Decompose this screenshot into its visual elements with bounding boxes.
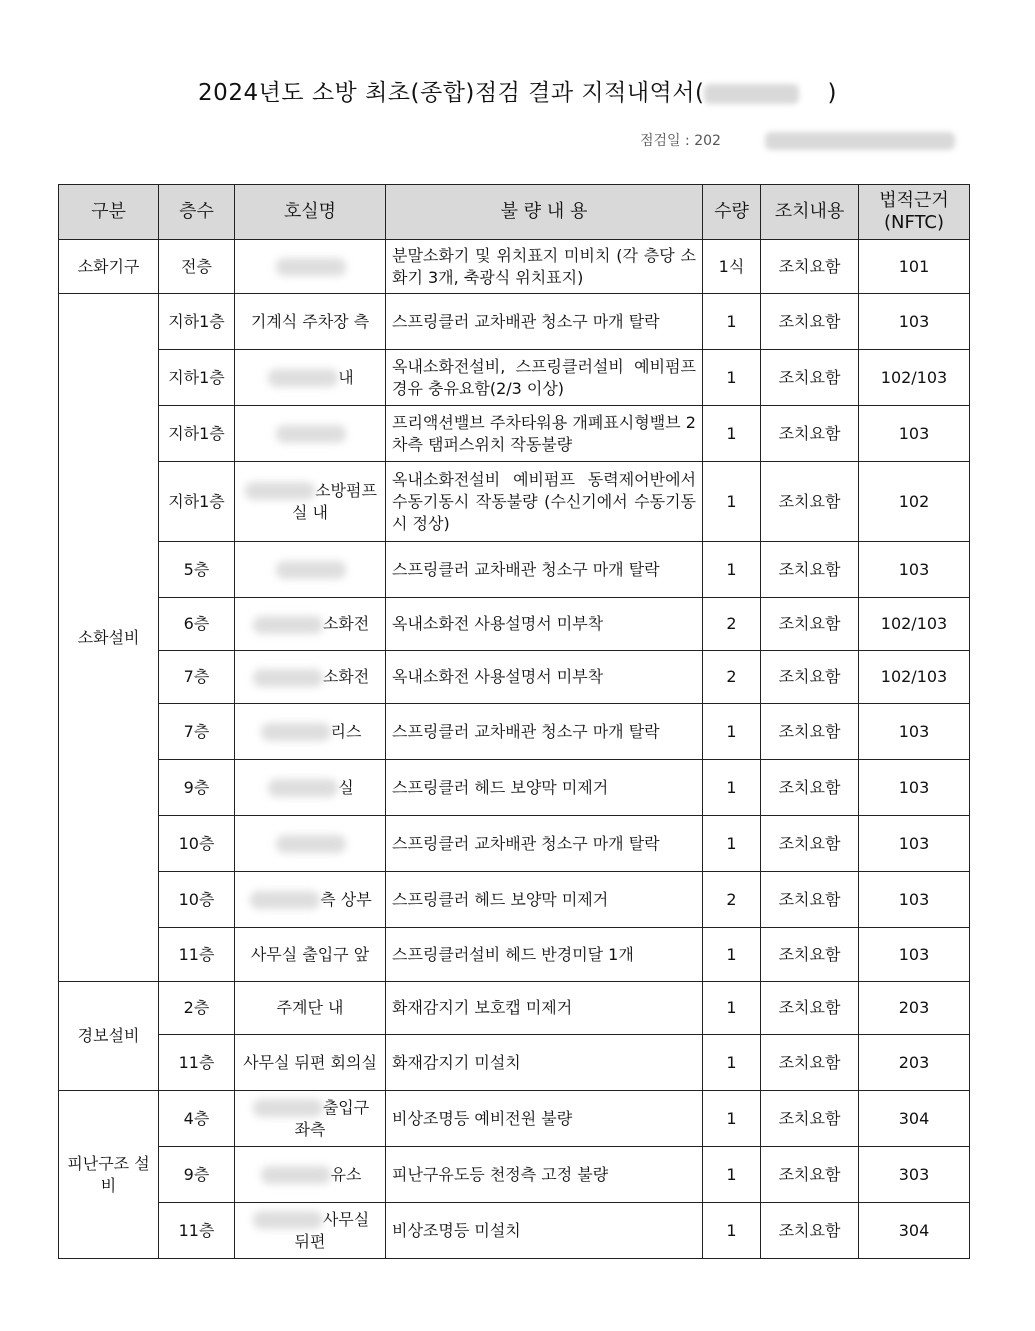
law-cell: 103 (859, 928, 970, 982)
header-defect: 불 량 내 용 (386, 185, 703, 240)
action-cell: 조치요함 (761, 240, 859, 294)
table-row (59, 294, 970, 350)
room-cell (235, 598, 386, 651)
table-row (59, 982, 970, 1035)
qty-cell: 1 (703, 760, 761, 816)
room-cell (235, 760, 386, 816)
floor-cell: 9층 (159, 760, 235, 816)
action-cell: 조치요함 (761, 982, 859, 1035)
table-row (59, 1035, 970, 1091)
header-category: 구분 (59, 185, 159, 240)
floor-cell: 11층 (159, 1203, 235, 1259)
floor-cell: 11층 (159, 928, 235, 982)
defect-cell: 스프링클러 교차배관 청소구 마개 탈락 (386, 816, 703, 872)
room-text: 출입구 좌측 (294, 1097, 370, 1139)
table-row (59, 760, 970, 816)
redaction-mask (253, 1211, 323, 1229)
redaction-mask (253, 669, 323, 687)
action-cell: 조치요함 (761, 406, 859, 462)
action-cell: 조치요함 (761, 462, 859, 542)
law-cell: 102/103 (859, 651, 970, 704)
defect-cell: 옥내소화전설비 예비펌프 동력제어반에서 수동기동시 작동불량 (수신기에서 수동기동시 정상) (386, 462, 703, 542)
floor-cell: 지하1층 (159, 406, 235, 462)
floor-cell: 7층 (159, 704, 235, 760)
room-cell (235, 240, 386, 294)
room-cell (235, 294, 386, 350)
qty-cell: 1 (703, 406, 761, 462)
redaction-mask (245, 482, 315, 500)
law-cell: 203 (859, 982, 970, 1035)
law-cell: 103 (859, 816, 970, 872)
action-cell: 조치요함 (761, 1147, 859, 1203)
floor-cell: 지하1층 (159, 294, 235, 350)
defect-cell: 비상조명등 예비전원 불량 (386, 1091, 703, 1147)
table-row (59, 240, 970, 294)
redaction-mask (261, 723, 331, 741)
action-cell: 조치요함 (761, 598, 859, 651)
law-cell: 102 (859, 462, 970, 542)
floor-cell: 지하1층 (159, 350, 235, 406)
room-text: 사무실 출입구 앞 (250, 944, 370, 964)
room-text: 사무실 뒤편 회의실 (243, 1052, 377, 1072)
defect-cell: 화재감지기 보호캡 미제거 (386, 982, 703, 1035)
defect-cell: 옥내소화전설비, 스프링클러설비 예비펌프 경유 충유요함(2/3 이상) (386, 350, 703, 406)
table-row (59, 598, 970, 651)
law-cell: 303 (859, 1147, 970, 1203)
law-cell: 103 (859, 406, 970, 462)
qty-cell: 1 (703, 542, 761, 598)
room-text: 유소 (330, 1164, 362, 1184)
table-row (59, 542, 970, 598)
room-text: 내 (338, 367, 354, 387)
qty-cell: 1 (703, 462, 761, 542)
redaction-mask (276, 258, 346, 276)
room-cell (235, 542, 386, 598)
redaction-mask (276, 561, 346, 579)
title-text: 2024년도 소방 최초(종합)점검 결과 지적내역서( (198, 80, 705, 106)
defect-cell: 스프링클러 헤드 보양막 미제거 (386, 872, 703, 928)
floor-cell: 6층 (159, 598, 235, 651)
room-text: 리스 (330, 721, 362, 741)
header-room: 호실명 (235, 185, 386, 240)
action-cell: 조치요함 (761, 1091, 859, 1147)
room-cell (235, 1035, 386, 1091)
action-cell: 조치요함 (761, 816, 859, 872)
table-row (59, 816, 970, 872)
qty-cell: 1 (703, 1147, 761, 1203)
qty-cell: 1 (703, 350, 761, 406)
redaction-mask (253, 1099, 323, 1117)
action-cell: 조치요함 (761, 294, 859, 350)
floor-cell: 7층 (159, 651, 235, 704)
room-cell (235, 816, 386, 872)
defect-cell: 옥내소화전 사용설명서 미부착 (386, 598, 703, 651)
room-cell (235, 406, 386, 462)
defect-cell: 옥내소화전 사용설명서 미부착 (386, 651, 703, 704)
floor-cell: 9층 (159, 1147, 235, 1203)
defect-cell: 스프링클러설비 헤드 반경미달 1개 (386, 928, 703, 982)
category-cell: 피난구조 설비 (59, 1091, 159, 1259)
redaction-mask (261, 1166, 331, 1184)
floor-cell: 2층 (159, 982, 235, 1035)
law-cell: 304 (859, 1091, 970, 1147)
room-text: 주계단 내 (276, 998, 344, 1017)
law-cell: 103 (859, 542, 970, 598)
table-row (59, 1203, 970, 1259)
floor-cell: 10층 (159, 872, 235, 928)
floor-cell: 전층 (159, 240, 235, 294)
header-law-line2: (NFTC) (883, 212, 945, 233)
defect-cell: 화재감지기 미설치 (386, 1035, 703, 1091)
room-text: 기계식 주차장 측 (250, 311, 370, 331)
table-row (59, 651, 970, 704)
title-close: ) (827, 80, 837, 106)
law-cell: 203 (859, 1035, 970, 1091)
defect-cell: 스프링클러 교차배관 청소구 마개 탈락 (386, 294, 703, 350)
room-text: 실 (338, 777, 354, 797)
action-cell: 조치요함 (761, 651, 859, 704)
room-text: 소화전 (322, 667, 370, 686)
room-text: 사무실 뒤편 (294, 1209, 370, 1251)
table-row (59, 1147, 970, 1203)
room-cell (235, 928, 386, 982)
redacted-name (704, 84, 799, 104)
defect-cell: 분말소화기 및 위치표지 미비치 (각 층당 소화기 3개, 축광식 위치표지) (386, 240, 703, 294)
law-cell: 103 (859, 704, 970, 760)
defect-cell: 프리액션밸브 주차타워용 개폐표시형밸브 2차측 탬퍼스위치 작동불량 (386, 406, 703, 462)
qty-cell: 1 (703, 928, 761, 982)
room-cell (235, 350, 386, 406)
floor-cell: 4층 (159, 1091, 235, 1147)
action-cell: 조치요함 (761, 1203, 859, 1259)
redaction-mask (276, 425, 346, 443)
action-cell: 조치요함 (761, 704, 859, 760)
redaction-mask (268, 779, 338, 797)
header-law (859, 185, 970, 240)
defect-cell: 피난구유도등 천정측 고정 불량 (386, 1147, 703, 1203)
inspection-date-text: 점검일 : 202 (640, 133, 721, 149)
room-cell (235, 1091, 386, 1147)
law-cell: 101 (859, 240, 970, 294)
category-cell: 경보설비 (59, 982, 159, 1091)
action-cell: 조치요함 (761, 872, 859, 928)
floor-cell: 지하1층 (159, 462, 235, 542)
law-cell: 304 (859, 1203, 970, 1259)
action-cell: 조치요함 (761, 760, 859, 816)
inspection-date-line (640, 130, 955, 150)
defect-cell: 스프링클러 교차배관 청소구 마개 탈락 (386, 542, 703, 598)
table-body (59, 240, 970, 1259)
qty-cell: 2 (703, 598, 761, 651)
qty-cell: 2 (703, 872, 761, 928)
defect-cell: 스프링클러 교차배관 청소구 마개 탈락 (386, 704, 703, 760)
action-cell: 조치요함 (761, 350, 859, 406)
law-cell: 103 (859, 872, 970, 928)
floor-cell: 10층 (159, 816, 235, 872)
redaction-mask (276, 835, 346, 853)
room-cell (235, 462, 386, 542)
table-row (59, 406, 970, 462)
table-row (59, 350, 970, 406)
room-cell (235, 872, 386, 928)
room-cell (235, 651, 386, 704)
room-cell (235, 704, 386, 760)
document-title (0, 74, 1035, 107)
qty-cell: 1 (703, 704, 761, 760)
room-text: 소방펌프실 내 (292, 480, 377, 522)
redaction-mask (253, 616, 323, 634)
table-row (59, 462, 970, 542)
room-text: 소화전 (322, 614, 370, 633)
floor-cell: 11층 (159, 1035, 235, 1091)
law-cell: 102/103 (859, 598, 970, 651)
qty-cell: 1 (703, 1091, 761, 1147)
header-qty: 수량 (703, 185, 761, 240)
action-cell: 조치요함 (761, 542, 859, 598)
room-cell (235, 982, 386, 1035)
qty-cell: 1 (703, 294, 761, 350)
room-cell (235, 1147, 386, 1203)
redacted-date (765, 132, 955, 150)
room-cell (235, 1203, 386, 1259)
floor-cell: 5층 (159, 542, 235, 598)
qty-cell: 1 (703, 1203, 761, 1259)
category-cell: 소화설비 (59, 294, 159, 982)
law-cell: 103 (859, 760, 970, 816)
table-header-row (59, 185, 970, 240)
header-floor: 층수 (159, 185, 235, 240)
room-text: 측 상부 (320, 889, 372, 909)
qty-cell: 1식 (703, 240, 761, 294)
law-cell: 103 (859, 294, 970, 350)
category-cell: 소화기구 (59, 240, 159, 294)
table-row (59, 704, 970, 760)
qty-cell: 1 (703, 816, 761, 872)
header-action: 조치내용 (761, 185, 859, 240)
header-law-line1: 법적근거 (879, 190, 949, 211)
redaction-mask (250, 891, 320, 909)
action-cell: 조치요함 (761, 928, 859, 982)
action-cell: 조치요함 (761, 1035, 859, 1091)
law-cell: 102/103 (859, 350, 970, 406)
table-row (59, 872, 970, 928)
table-row (59, 1091, 970, 1147)
defect-cell: 비상조명등 미설치 (386, 1203, 703, 1259)
table-row (59, 928, 970, 982)
qty-cell: 1 (703, 1035, 761, 1091)
qty-cell: 1 (703, 982, 761, 1035)
redaction-mask (268, 369, 338, 387)
inspection-report-table (58, 184, 970, 1259)
defect-cell: 스프링클러 헤드 보양막 미제거 (386, 760, 703, 816)
qty-cell: 2 (703, 651, 761, 704)
